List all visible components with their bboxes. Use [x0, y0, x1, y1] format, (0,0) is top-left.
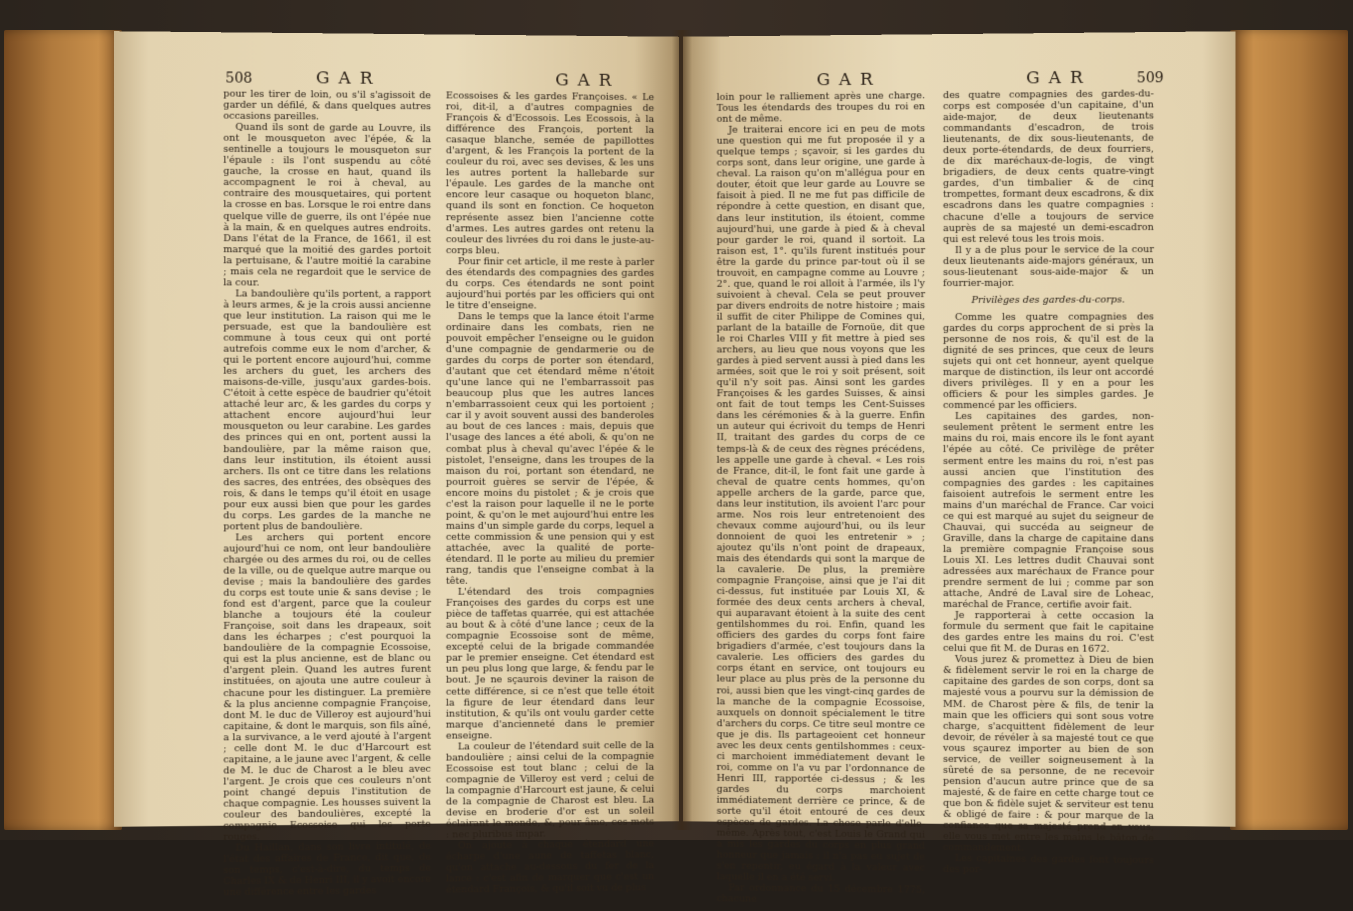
paragraph: Les capitaines des gardes, non-seulement prêtent le serment entre les mains du roi, mais encore ils le font ayant l'épée au côté. Ce privilège de prêter serment entre les mains du roi, n'est pas aussi ancien que l'institution des compagnies des gardes : les capitaines faisoient autrefois le serment entre les mains d'un maréchal de France. Car voici ce qui est marqué au sujet du seigneur de Chauvai, qui succéda au seigneur de Graville, dans la charge de capitaine dans la première compagnie Françoise sous Louis XI. Les lettres dudit Chauvai sont adressées aux maréchaux de France pour prendre serment de lui ; comme par son attache, André de Laval sire de Loheac, maréchal de France, certifie avoir fait.	[943, 411, 1154, 611]
left-page-number: 508	[225, 70, 253, 87]
paragraph: Quand ils sont de garde au Louvre, ils ont le mousqueton avec l'épée, & la sentinelle a toujours le mousqueton sur l'épaule : ils l'ont suspendu au côté gauche, la crosse en haut, quand ils accompagnent le roi à cheval, au contraire des mousquetaires, qui portent la crosse en bas. Lorsque le roi entre dans quelque ville de guerre, ils ont l'épée nue à la main, & en quelques autres endroits. Dans l'état de la France, de 1661, il est marqué que la moitié des gardes portoit la pertuisane, & l'autre moitié la carabine ; mais cela ne regardoit que le service de la cour.	[223, 121, 431, 289]
paragraph: Je rapporterai à cette occasion la formule du serment que fait le capitaine des gardes entre les mains du roi. C'est celui que fit M. de Duras en 1672.	[943, 610, 1154, 656]
paragraph: Je traiterai encore ici en peu de mots une question qui me fut proposée il y a quelque temps ; sçavoir, si les gardes du corps sont, dans leur origine, une garde à cheval. La raison qu'on m'allégua pour en douter, étoit que leur garde au Louvre se faisoit à pied. Il ne me fut pas difficile de répondre à cette question, en disant que, dans leur institution, ils étoient, comme aujourd'hui, une garde à pied & à cheval pour garder le roi, quand il sortoit. La raison est, 1°. qu'ils furent institués pour être la garde du prince par-tout où il se trouvoit, en campagne comme au Louvre ; 2°. que, quand le roi alloit à l'armée, ils l'y suivoient à cheval. Cela se peut prouver par divers endroits de notre histoire ; mais il suffit de citer Philippe de Comines qui, parlant de la bataille de Fornoüe, dit que le roi Charles VIII y fit mettre à pied ses archers, au lieu que nous voyons que les gardes à pied servent aussi à pied dans les armées, soit que le roi y soit présent, soit qu'il n'y soit pas. Ainsi sont les gardes Françoises & les gardes Suisses, & ainsi ont fait de tout temps les Cent-Suisses dans les cérémonies & à la guerre. Enfin un auteur qui écrivoit du temps de Henri II, traitant des gardes du corps de ce temps-là & de ceux des règnes précédens, les appelle une garde à cheval. « Les rois de France, dit-il, le font fait une garde à cheval de quatre cents hommes, qu'on appelle archers de la garde, parce que, dans leur institution, ils avoient l'arc pour arme. Nos rois leur entretenoient des chevaux comme aujourd'hui, ou ils leur donnoient de quoi les entretenir » ; ajoutez qu'ils n'ont point de drapeaux, mais des étendards qui sont la marque de la cavalerie. De plus, la première compagnie Françoise, ainsi que je l'ai dit ci-dessus, fut instituée par Louis XI, & formée des deux cents archers à cheval, qui auparavant étoient à la suite des cent gentilshommes du roi. Enfin, quand les officiers des gardes du corps font faire brigadiers d'armée, c'est toujours dans la cavalerie. Les officiers des gardes du corps étant en service, ont toujours eu leur place au plus près de la personne du roi, aussi bien que les vingt-cinq gardes de la manche de la compagnie Ecossoise, auxquels on donnoit spécialement le titre d'archers du corps. Ce titre seul montre ce que je dis. Ils partageoient cet honneur avec les deux cents gentilshommes : ceux-ci marchoient immédiatement devant le roi, comme on l'a vu par l'ordonnance de Henri III, rapportée ci-dessus ; & les gardes du corps marchoient immédiatement derrière ce prince, & de sorte qu'il étoit entouré de ces deux espèces de gardes. La chose parle d'elle-même. Après tout, c'est Louis le Grand qui a mis les gardes du corps en plus grand honneur que jamais : il n'a pas eu sujet de s'en repentir, eu égard à la valeur avec laquelle il en a été servi.	[716, 123, 926, 884]
right-col1-running-head: GAR	[816, 69, 882, 91]
right-column-1	[717, 90, 925, 907]
paragraph: La couleur de l'étendard suit celle de la bandoulière ; ainsi celui de la compagnie Ecossoise est tout blanc ; celui de la compagnie de Villeroy est verd ; celui de la compagnie d'Harcourt est jaune, & celui de la compagnie de Charost est bleu. La devise en broderie d'or est un soleil éclairant le monde, &, pour âme, ces mots : nec pluribus impar.	[445, 739, 655, 841]
paragraph: pour les tirer de loin, ou s'il s'agissoit de garder un défilé, & dans quelques autres occasions pareilles.	[223, 88, 431, 123]
paragraph: Par ordonnance du 15 décembre 1775, chacune	[716, 882, 926, 906]
paragraph: Du Haillan, dans son livre intitulé, de l'état des affaires de France, dit que, de son temps, c'est-à-dire, du temps de Charles IX & de Henri III, il y avoit encore une différence entre les gardes	[223, 840, 431, 899]
paragraph: Les capitaines des gardes font toujours des por-	[943, 853, 1154, 876]
paragraph: des quatre compagnies des gardes-du-corps est composée d'un capitaine, d'un aide-major, de deux lieutenants commandants d'escadron, de trois lieutenants, de dix sous-lieutenants, de deux porte-étendards, de deux fourriers, de dix maréchaux-de-logis, de vingt brigadiers, de deux cents quatre-vingt gardes, d'un timbalier & de cinq trompettes, formant deux escadrons, & dix escadrons dans les quatre compagnies : chacune d'elle a toujours de service auprès de sa majesté un demi-escadron qui est relevé tous les trois mois.	[943, 88, 1154, 245]
left-col2-running-head: GAR	[555, 70, 621, 91]
paragraph: Pour finir cet article, il me reste à parler des étendards des compagnies des gardes du corps. Ces étendards ne sont point aujourd'hui portés par les officiers qui ont le titre d'enseigne.	[445, 255, 655, 312]
paragraph: loin pour le ralliement après une charge. Tous les étendards des troupes du roi en ont de même.	[716, 90, 926, 125]
paragraph: Les archers qui portent encore aujourd'hui ce nom, ont leur bandoulière chargée ou des armes du roi, ou de celles de la ville, ou de quelque autre marque ou devise ; mais la bandoulière des gardes du corps est toute unie & sans devise ; le fond est d'argent, parce que la couleur blanche a toujours été la couleur Françoise, soit dans les drapeaux, soit dans les écharpes ; c'est pourquoi la bandoulière de la compagnie Ecossoise, qui est la plus ancienne, est de blanc ou d'argent plein. Quand les autres furent instituées, on ajouta une autre couleur à chacune pour les distinguer. La première & la plus ancienne compagnie Françoise, dont M. le duc de Villeroy est aujourd'hui capitaine, & dont le marquis, son fils aîné, a la survivance, a le verd ajouté à l'argent ; celle dont M. le duc d'Harcourt est capitaine, a le jaune avec l'argent, & celle de M. le duc de Charost a le bleu avec l'argent. Je crois que ces couleurs n'ont point changé depuis l'institution de chaque compagnie. Les housses suivent la couleur des bandoulières, excepté la compagnie Ecossoise qui les porte rouges.	[223, 531, 431, 843]
paragraph: Comme les quatre compagnies des gardes du corps approchent de si près la personne de nos rois, & qu'il est de la dignité de ses princes, que ceux de leurs sujets qui ont cet honneur, ayent quelque marque de distinction, ils leur ont accordé divers privilèges. Il y en a pour les officiers & pour les simples gardes. Je commencé par les officiers.	[943, 311, 1154, 412]
left-cover-edge	[4, 30, 122, 830]
left-column-1	[223, 89, 431, 899]
paragraph: On ajoute à chaque étendard une écharpe d'une aune de taffetas blanc, qu'on attache au-dessous du fer de la lance : c'est afin de marquer que c'est un étendard François, & qu'il soit vu de plus	[445, 838, 655, 896]
right-page-number: 509	[1136, 70, 1164, 87]
right-col2-running-head: GAR	[1026, 67, 1093, 89]
left-col1-running-head: GAR	[315, 68, 382, 89]
paragraph: Vous jurez & promettez à Dieu de bien & fidèlement servir le roi en la charge de capitaine des gardes de son corps, dont sa majesté vous a pourvu sur la démission de MM. de Charost père & fils, de tenir la main que les officiers qui sont sous votre charge, s'acquittent fidèlement de leur devoir, de révéler à sa majesté tout ce que vous sçaurez importer au bien de son service, de veiller soigneusement à la sûreté de sa personne, de ne recevoir pension d'aucun autre prince que de sa majesté, & de faire en cette charge tout ce que bon & fidèle sujet & serviteur est tenu & obligé de faire : & pour marque de la confiance que sa majesté prend en vous, elle vous met entre les mains le bâton de commandement.	[943, 654, 1154, 854]
left-column-2	[446, 90, 654, 895]
right-page	[683, 31, 1236, 906]
paragraph: L'étendard des trois compagnies Françoises des gardes du corps est une pièce de taffetas quarrée, qui est attachée au bout & à côté d'une lance ; ceux de la compagnie Ecossoise sont de même, excepté celui de la brigade commandée par le premier enseigne. Cet étendard est un peu plus long que large, & fendu par le bout. Je ne sçaurois deviner la raison de cette différence, si ce n'est que telle étoit la figure de leur étendard dans leur institution, & qu'ils ont voulu garder cette marque d'ancienneté dans le premier enseigne.	[445, 586, 655, 742]
paragraph: Ecossoises & les gardes Françoises. « Le roi, dit-il, a d'autres compagnies de François & d'Ecossois. Les Ecossois, à la différence des François, portent la casaque blanche, semée de papillottes d'argent, & les François la portent de la couleur du roi, avec ses devises, & les uns les autres portent la hallebarde sur l'épaule. Les gardes de la manche ont encore leur casaque ou hoqueton blanc, quand ils sont en fonction. Ce hoqueton représente assez bien l'ancienne cotte d'armes. Les autres gardes ont retenu la couleur des livrées du roi dans le juste-au-corps bleu.	[445, 90, 655, 257]
right-column-2	[943, 88, 1154, 877]
book-gutter	[672, 30, 692, 830]
paragraph: Il y a de plus pour le service de la cour deux lieutenants aide-majors généraux, un sous-lieutenant sous-aide-major & un fourrier-major.	[943, 243, 1154, 289]
section-heading: Privilèges des gardes-du-corps.	[971, 294, 1125, 306]
paragraph: La bandoulière qu'ils portent, a rapport à leurs armes, & je la crois aussi ancienne que leur institution. La raison qui me le persuade, est que la bandoulière est commune à tous ceux qui ont porté autrefois comme eux le nom d'archer, & qui le portent encore aujourd'hui, comme les archers du guet, les archers des maisons-de-ville, jusqu'aux gardes-bois. C'étoit à cette espèce de baudrier qu'étoit attaché leur arc, & les gardes du corps y attachent encore aujourd'hui leur mousqueton ou leur carabine. Les gardes des princes qui en ont, portent aussi la bandoulière, par la même raison que, dans leur institution, ils étoient aussi archers. Ils ont ce titre dans les relations des sacres, des entrées, des obsèques des rois, & dans le temps qu'il étoit en usage pour eux aussi bien que pour les gardes du corps. Les gardes de la manche ne portent plus de bandoulière.	[223, 288, 431, 533]
paragraph: Dans le temps que la lance étoit l'arme ordinaire dans les combats, rien ne pouvoit empêcher l'enseigne ou le guidon d'une compagnie de gendarmerie ou de gardes du corps de porter son étendard, d'autant que cet étendard même n'étoit qu'une lance qui ne l'embarrassoit pas beaucoup plus que les autres lances n'embarrassoient ceux qui les portoient ; car il y avoit souvent aussi des banderoles au bout de ces lances : mais, depuis que l'usage des lances a été aboli, & qu'on ne combat plus à cheval qu'avec l'épée & le pistolet, l'enseigne, dans les troupes de la maison du roi, portant son étendard, ne pourroit guères se servir de l'épée, & encore moins du pistolet ; & je crois que c'est la raison pour laquelle il ne le porte point, & qu'on le met aujourd'hui entre les mains d'un simple garde du corps, lequel a cette commission & une pension qui y est attachée, avec la qualité de porte-étendard. Il le porte au milieu du premier rang, tandis que l'enseigne combat à la tête.	[445, 311, 655, 587]
right-cover-edge	[1230, 30, 1348, 830]
left-page	[114, 31, 679, 899]
